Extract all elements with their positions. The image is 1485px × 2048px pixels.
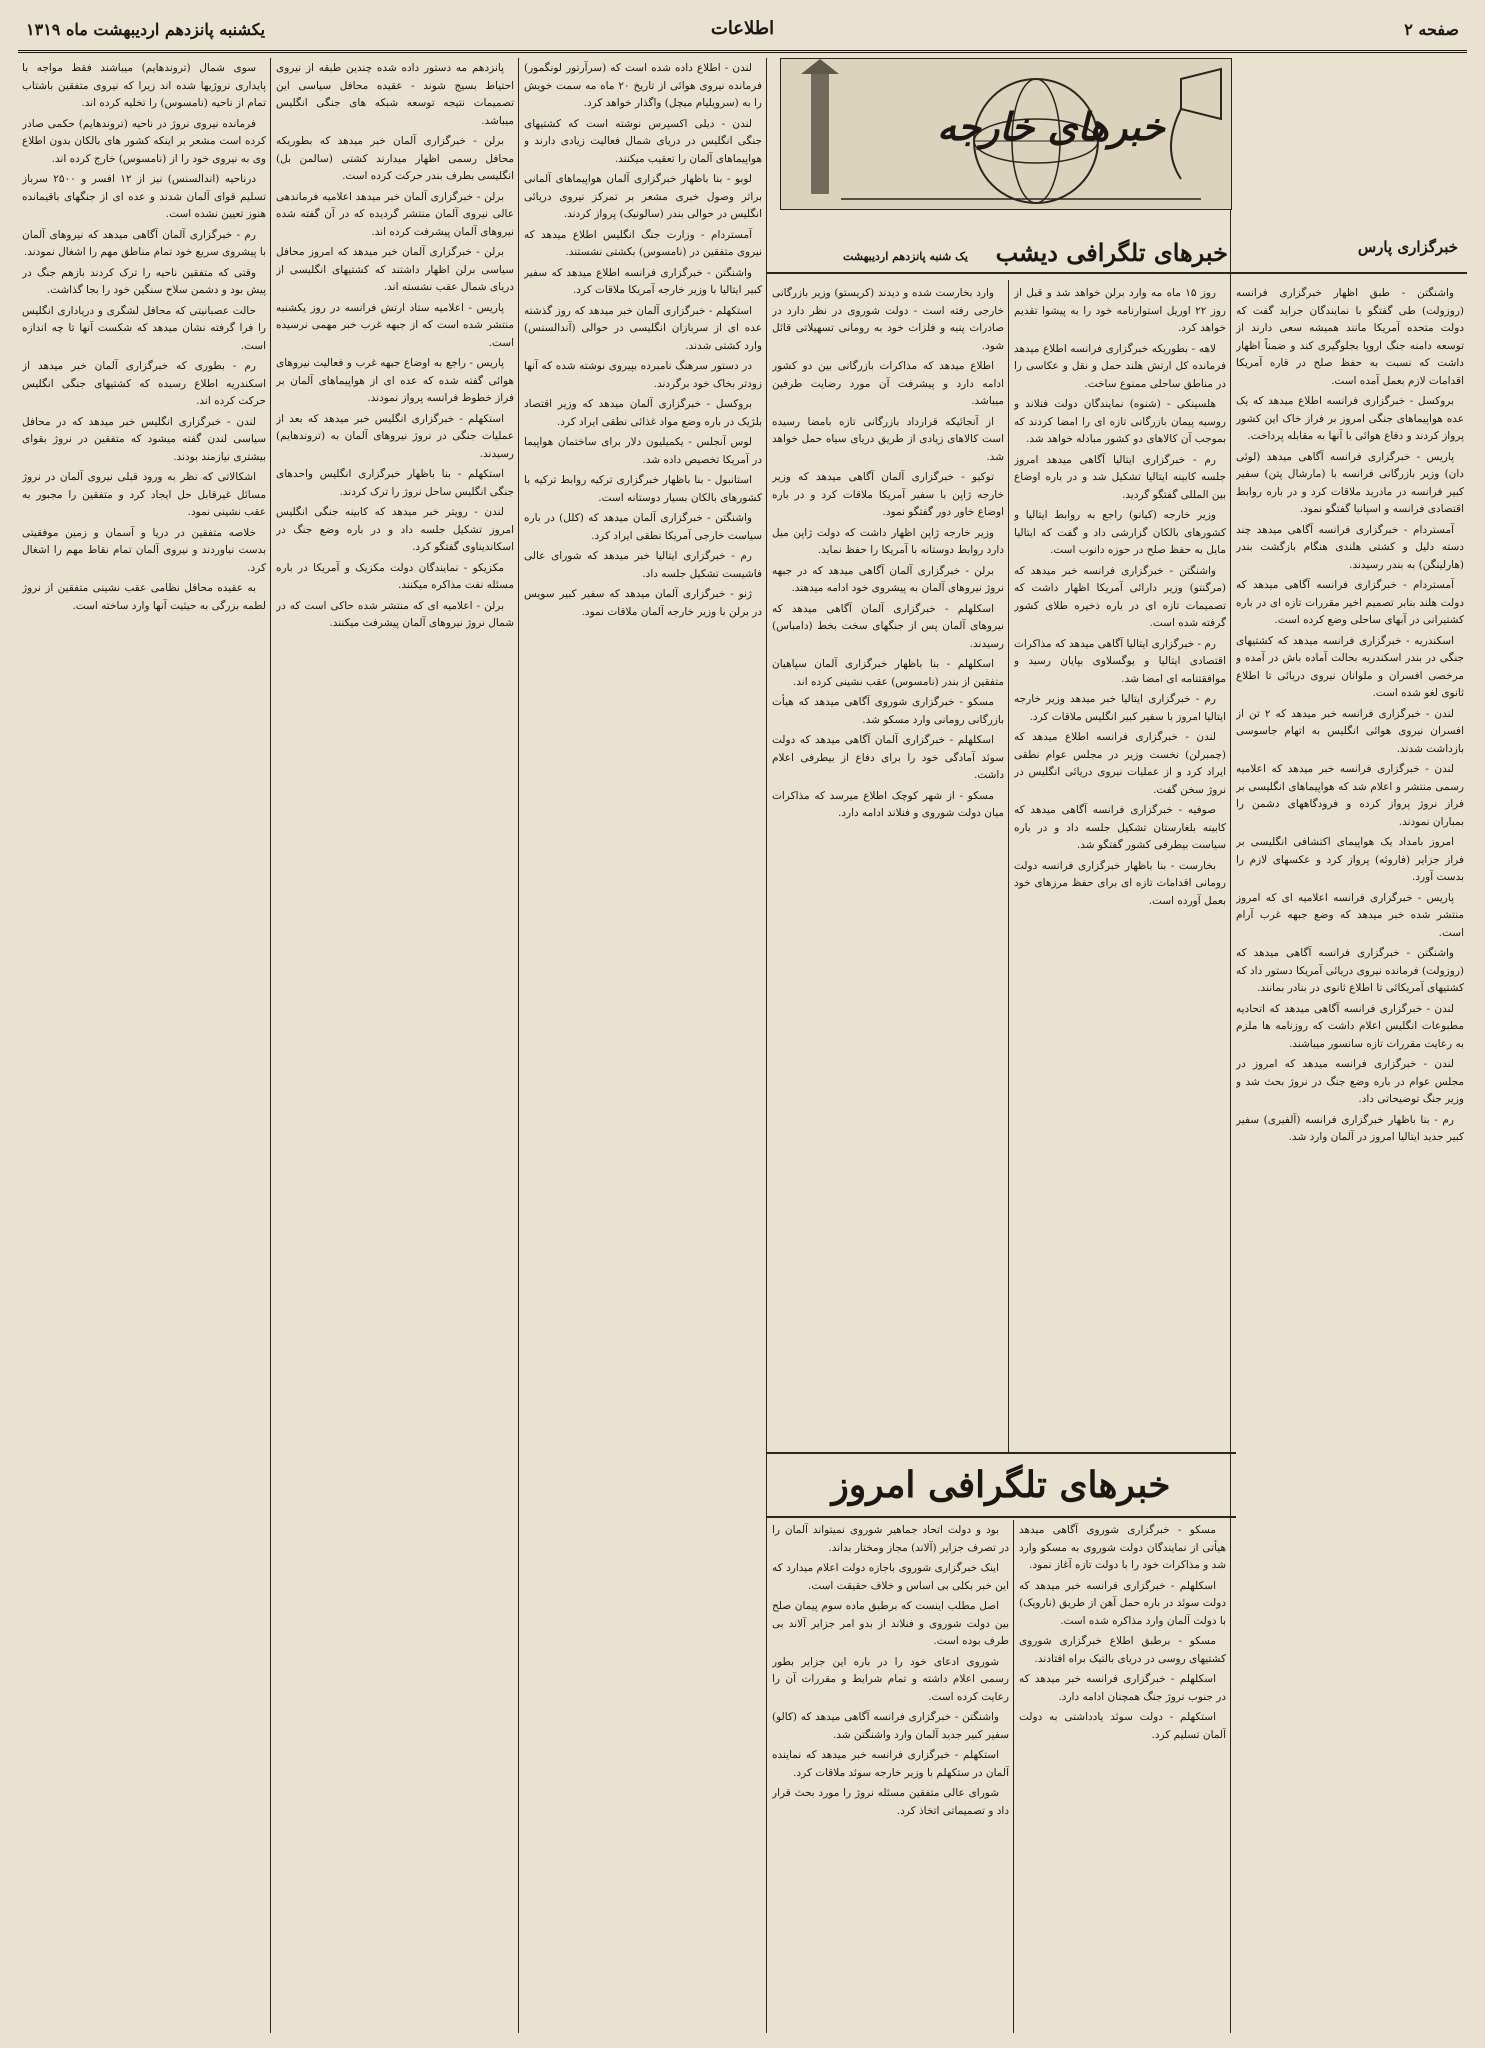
news-paragraph: اسکلهلم - خبرگزاری فرانسه خبر میدهد که در جنوب نروژ جنگ همچنان ادامه دارد.: [1019, 1673, 1226, 1703]
news-paragraph: رم - بنا باظهار خبرگزاری فرانسه (آلفیری) سفیر کبیر جدید ایتالیا امروز در آلمان وارد شد.: [1236, 1113, 1464, 1143]
news-paragraph: رم - خبرگزاری ایتالیا آگاهی میدهد که مذاکرات اقتصادی ایتالیا و یوگسلاوی بپایان رسید و موافقتنامه ای امضا شد.: [1014, 637, 1226, 685]
news-paragraph: استانبول - بنا باظهار خبرگزاری ترکیه روابط ترکیه با کشورهای بالکان بسیار دوستانه است.: [524, 474, 762, 504]
headline-yesterday: خبرهای تلگرافی دیشب: [995, 238, 1228, 267]
article-column: [1236, 285, 1464, 2030]
article-column: [22, 60, 266, 2030]
news-paragraph: لندن - خبرگزاری انگلیس خبر میدهد که در محافل سیاسی لندن گفته میشود که متفقین در نروژ بقوای بیشتری نیازمند بودند.: [22, 415, 266, 463]
news-paragraph: اسکلهلم - بنا باظهار خبرگزاری آلمان سپاهیان متفقین از بندر (نامسوس) عقب نشینی کرده اند.: [772, 658, 1004, 688]
news-paragraph: برلن - خبرگزاری آلمان خبر میدهد که بطوریکه محافل رسمی اظهار میدارند کشتی (سالمن بل) انگلیسی بطرف بندر حرکت کرده است.: [276, 135, 514, 182]
news-paragraph: پاریس - خبرگزاری فرانسه اعلامیه ای که امروز منتشر شده خبر میدهد که وضع جبهه غرب آرام است.: [1236, 891, 1464, 939]
news-paragraph: اسکلهلم - خبرگزاری آلمان آگاهی میدهد که دولت سوئد آمادگی خود را برای دفاع از بیطرفی اعلام داشت.: [772, 734, 1004, 781]
article-column: [1014, 285, 1226, 1445]
news-paragraph: رم - خبرگزاری ایتالیا خبر میدهد وزیر خارجه ایتالیا امروز با سفیر کبیر انگلیس ملاقات کرد.: [1014, 693, 1226, 723]
news-paragraph: روز ۱۵ ماه مه وارد برلن خواهد شد و قبل از روز ۲۲ اوریل استوارنامه خود را به پیشوا تقدیم خواهد کرد.: [1014, 287, 1226, 334]
news-paragraph: مکزیکو - نمایندگان دولت مکزیک و آمریکا در باره مسئله نفت مذاکره میکنند.: [276, 561, 514, 591]
news-paragraph: آمستردام - خبرگزاری فرانسه آگاهی میدهد که دولت هلند بنابر تصمیم اخیر مقررات تازه ای در باره کشتیرانی در آبهای ساحلی وضع کرده است.: [1236, 579, 1464, 626]
news-paragraph: آمستردام - وزارت جنگ انگلیس اطلاع میدهد که نیروی متفقین در (نامسوس) بکشتی نشستند.: [524, 228, 762, 258]
news-paragraph: درناحیه (اندالسنس) نیز از ۱۲ افسر و ۲۵۰۰ سرباز تسلیم قوای آلمان شدند و عده ای از جنگهای باقیمانده هنوز تعیین نشده است.: [22, 173, 266, 220]
news-paragraph: وزیر خارجه ژاپن اظهار داشت که دولت ژاپن میل دارد روابط دوستانه با آمریکا را حفظ نماید.: [772, 526, 1004, 556]
news-paragraph: لندن - اطلاع داده شده است که (سرآرتور لونگمور) فرمانده نیروی هوائی از تاریخ ۲۰ ماه مه سمت خویش را به (سرویلیام میچل) واگذار خواهد کرد.: [524, 62, 762, 109]
article-column: [276, 60, 514, 2030]
column-rule: [1008, 280, 1009, 1452]
headline-yesterday-date: یک شنبه پانزدهم اردیبهشت: [842, 250, 968, 263]
news-paragraph: حالت عصبانیتی که محافل لشگری و دریاداری انگلیس را فرا گرفته نشان میدهد که شکست آنها تا چه اندازه است.: [22, 304, 266, 352]
news-paragraph: سوی شمال (تروندهایم) میباشند فقط مواجه با پایداری نروژیها شده اند زیرا که نیروی متفقین باشتاب تمام از ناحیه (نامسوس) را تخلیه کرده اند.: [22, 62, 266, 109]
news-paragraph: رم - خبرگزاری ایتالیا خبر میدهد که شورای عالی فاشیست تشکیل جلسه داد.: [524, 550, 762, 580]
news-paragraph: واشنگتن - خبرگزاری فرانسه آگاهی میدهد که (روزولت) فرمانده نیروی دریائی آمریکا دستور داد که کشتیهای آمریکائی تا اطلاع ثانوی در بنادر بمانند.: [1236, 947, 1464, 994]
news-paragraph: بروکسل - خبرگزاری آلمان میدهد که وزیر اقتصاد بلژیک در باره وضع مواد غذائی نطقی ایراد کرد.: [524, 398, 762, 428]
news-paragraph: مسکو - خبرگزاری شوروی آگاهی میدهد هیأتی از نمایندگان دولت شوروی به مسکو وارد شد و مذاکرات خود را با دولت تازه آغاز نمود.: [1019, 1524, 1226, 1571]
column-rule: [518, 58, 519, 2033]
news-paragraph: خلاصه متفقین در دریا و آسمان و زمین موفقیتی بدست نیاوردند و نیروی آلمان تمام نقاط مهم را اشغال کرد.: [22, 526, 266, 574]
news-paragraph: شوروی ادعای خود را در باره این جزایر بطور رسمی اعلام داشته و تمام شرایط و مقررات آن را رعایت کرده است.: [772, 1655, 1009, 1703]
news-paragraph: واشنگتن - خبرگزاری فرانسه خبر میدهد که (مرگنتو) وزیر دارائی آمریکا اظهار داشت که تصمیمات تازه ای در باره ذخیره طلای کشور گرفته شده است.: [1014, 564, 1226, 629]
news-paragraph: اصل مطلب اینست که برطبق ماده سوم پیمان صلح بین دولت شوروی و فنلاند از بدو امر جزایر آلاند بی طرف بوده است.: [772, 1600, 1009, 1647]
news-paragraph: صوفیه - خبرگزاری فرانسه آگاهی میدهد که کابینه بلغارستان تشکیل جلسه داد و در باره سیاست بیطرفی کشور گفتگو شد.: [1014, 804, 1226, 851]
news-paragraph: امروز بامداد یک هواپیمای اکتشافی انگلیسی بر فراز جزایر (فاروئه) پرواز کرد و عکسهای لازم را بدست آورد.: [1236, 836, 1464, 883]
article-column: [772, 285, 1004, 1445]
news-paragraph: رم - خبرگزاری آلمان آگاهی میدهد که نیروهای آلمان با پیشروی سریع خود تمام مناطق مهم را اشغال نمودند.: [22, 228, 266, 258]
news-paragraph: اسکندریه - خبرگزاری فرانسه میدهد که کشتیهای جنگی در بندر اسکندریه بحالت آماده باش در آمده و مرخصی افسران و ملوانان نیروی دریائی تا اطلاع ثانوی لغو شده است.: [1236, 634, 1464, 699]
article-column: [524, 60, 762, 2030]
newspaper-name: اطلاعات: [710, 18, 775, 39]
news-paragraph: مسکو - برطبق اطلاع خبرگزاری شوروی کشتیهای روسی در دریای بالتیک براه افتادند.: [1019, 1635, 1226, 1665]
news-paragraph: وقتی که متفقین ناحیه را ترک کردند بازهم جنگ در پیش بود و دشمن سلاح سنگین خود را بجا گذاشت.: [22, 266, 266, 296]
column-rule: [766, 58, 767, 2033]
headline-today: خبرهای تلگرافی امروز: [766, 1452, 1236, 1518]
foreign-news-banner: [780, 58, 1232, 210]
column-rule: [270, 58, 271, 2033]
news-paragraph: لوبو - بنا باظهار خبرگزاری آلمان هواپیماهای آلمانی براثر وصول خبری مشعر بر تمرکز نیروی دریائی انگلیس در حوالی بندر (سالونیک) پرواز کردند.: [524, 173, 762, 220]
news-paragraph: پاریس - راجع به اوضاع جبهه غرب و فعالیت نیروهای هوائی گفته شده که عده ای از هواپیماهای آلمان بر فراز خطوط فرانسه پرواز نمودند.: [276, 357, 514, 404]
agency-label: خبرگزاری پارس: [1357, 238, 1458, 256]
issue-date: یکشنبه پانزدهم اردیبهشت ماه ۱۳۱۹: [26, 20, 266, 39]
news-paragraph: وزیر خارجه (کیانو) راجع به روابط ایتالیا و کشورهای بالکان گزارشی داد و گفت که ایتالیا مایل به حفظ صلح در حوزه دانوب است.: [1014, 509, 1226, 556]
news-paragraph: مسکو - خبرگزاری شوروی آگاهی میدهد که هیأت بازرگانی رومانی وارد مسکو شد.: [772, 696, 1004, 726]
news-paragraph: رم - بطوری که خبرگزاری آلمان خبر میدهد از اسکندریه اطلاع رسیده که کشتیهای جنگی انگلیس حرکت کرده اند.: [22, 360, 266, 407]
article-column: [772, 1522, 1009, 2030]
news-paragraph: واشنگتن - خبرگزاری آلمان میدهد که (کلل) در باره سیاست خارجی آمریکا نطقی ایراد کرد.: [524, 512, 762, 542]
news-paragraph: برلن - خبرگزاری آلمان خبر میدهد اعلامیه فرماندهی عالی نیروی آلمان منتشر گردیده که در آن گفته شده نیروهای آلمان پیشرفت کرده اند.: [276, 190, 514, 238]
article-column: [1019, 1522, 1226, 2030]
news-paragraph: اسکلهلم - خبرگزاری فرانسه خبر میدهد که دولت سوئد در باره حمل آهن از طریق (نارویک) با دولت آلمان وارد مذاکره شده است.: [1019, 1579, 1226, 1627]
news-paragraph: از آنجائیکه قرارداد بازرگانی تازه بامضا رسیده است کالاهای زیادی از طریق دریای سیاه حمل خواهد شد.: [772, 415, 1004, 463]
news-paragraph: اشکالاتی که نظر به ورود قبلی نیروی آلمان در نروژ مسائل غیرقابل حل ایجاد کرد و متفقین را مجبور به عقب نشینی نمود.: [22, 471, 266, 518]
banner-title: خبرهای خارجه: [937, 104, 1165, 149]
masthead: [18, 10, 1467, 53]
news-paragraph: استکهلم - بنا باظهار خبرگزاری انگلیس واحدهای جنگی انگلیس ساحل نروژ را ترک کردند.: [276, 468, 514, 498]
news-paragraph: لندن - خبرگزاری فرانسه میدهد که امروز در مجلس عوام در باره وضع جنگ در نروژ بحث شد و وزیر جنگ توضیحاتی داد.: [1236, 1058, 1464, 1105]
news-paragraph: استکهلم - خبرگزاری فرانسه خبر میدهد که نماینده آلمان در ستکهلم با وزیر خارجه سوئد ملاقات کرد.: [772, 1749, 1009, 1779]
news-paragraph: استکهلم - خبرگزاری انگلیس خبر میدهد که بعد از عملیات جنگی در نروژ نیروهای آلمان به (تروندهایم) رسیدند.: [276, 412, 514, 460]
news-paragraph: بخارست - بنا باظهار خبرگزاری فرانسه دولت رومانی اقدامات تازه ای برای حفظ مرزهای خود بعمل آورده است.: [1014, 859, 1226, 907]
news-paragraph: پاریس - اعلامیه ستاد ارتش فرانسه در روز یکشنبه منتشر شده است که از جبهه غرب خبر مهمی نرسیده است.: [276, 301, 514, 349]
news-paragraph: شورای عالی متفقین مسئله نروژ را مورد بحث قرار داد و تصمیماتی اتخاذ کرد.: [772, 1787, 1009, 1817]
section-rule: [766, 272, 1467, 274]
news-paragraph: فرمانده نیروی نروژ در ناحیه (تروندهایم) حکمی صادر کرده است مشعر بر اینکه کشور های بالکان بدون اطلاع وی به نیروی خود را از (نامسوس) خارج کرده اند.: [22, 117, 266, 165]
page-number: صفحه ۲: [1404, 20, 1459, 39]
news-paragraph: لندن - خبرگزاری فرانسه اطلاع میدهد که (چمبرلن) نخست وزیر در مجلس عوام نطقی ایراد کرد و از عملیات نیروی دریائی انگلیس در نروژ سخن گفت.: [1014, 731, 1226, 796]
news-paragraph: استکهلم - دولت سوئد یادداشتی به دولت آلمان تسلیم کرد.: [1019, 1711, 1226, 1741]
news-paragraph: هلسینکی - (شنوه) نمایندگان دولت فنلاند و روسیه پیمان بازرگانی تازه ای را امضا کردند که بموجب آن کالاهای دو کشور مبادله خواهد شد.: [1014, 398, 1226, 445]
news-paragraph: آمستردام - خبرگزاری فرانسه آگاهی میدهد چند دسته دلیل و کشتی هلندی هنگام بازگشت بندر (هارلینگن) به بندر رسیدند.: [1236, 523, 1464, 571]
column-rule: [1013, 1520, 1014, 2033]
news-paragraph: رم - خبرگزاری ایتالیا آگاهی میدهد امروز جلسه کابینه ایتالیا تشکیل شد و در باره اوضاع بین المللی گفتگو گردید.: [1014, 453, 1226, 501]
news-paragraph: وارد بخارست شده و دیدند (کریستو) وزیر بازرگانی خارجی رفته است - دولت شوروی در نظر دارد در صادرات پنبه و فلزات خود به رومانی تسهیلاتی قائل شود.: [772, 287, 1004, 352]
news-paragraph: واشنگتن - طبق اظهار خبرگزاری فرانسه (روزولت) طی گفتگو با نمایندگان جراید گفت که دولت متحده آمریکا مانند همیشه سعی دارند از توسعه دامنه جنگ اروپا بجلوگیری کند و ضمناً اظهار داشت که نسبت به حفظ صلح در قاره آمریکا اقدامات لازم بعمل آمده است.: [1236, 287, 1464, 387]
news-paragraph: بود و دولت اتحاد جماهیر شوروی نمیتواند آلمان را در تصرف جزایر (آلاند) مجاز ومختار بداند.: [772, 1524, 1009, 1554]
news-paragraph: لندن - خبرگزاری فرانسه خبر میدهد که ۲ تن از افسران نیروی هوائی انگلیس به اتهام جاسوسی بازداشت شدند.: [1236, 707, 1464, 755]
news-paragraph: برلن - خبرگزاری آلمان آگاهی میدهد که در جبهه نروژ نیروهای آلمان به پیشروی خود ادامه میدهند.: [772, 564, 1004, 594]
news-paragraph: لندن - خبرگزاری فرانسه آگاهی میدهد که اتحادیه مطبوعات انگلیس اعلام داشت که روزنامه ها ملزم به رعایت مقررات تازه سانسور میباشند.: [1236, 1002, 1464, 1050]
news-paragraph: بروکسل - خبرگزاری فرانسه اطلاع میدهد که یک عده هواپیماهای جنگی امروز بر فراز خاک این کشور پرواز کردند و دفاع هوائی با آنها به مقابله پرداخت.: [1236, 395, 1464, 442]
news-paragraph: لندن - دیلی اکسپرس نوشته است که کشتیهای جنگی انگلیس در دریای شمال فعالیت زیادی دارند و هواپیماهای آلمان را تعقیب میکنند.: [524, 117, 762, 165]
news-paragraph: لندن - رویتر خبر میدهد که کابینه جنگی انگلیس امروز تشکیل جلسه داد و در باره وضع جنگ در اسکاندیناوی گفتگو کرد.: [276, 506, 514, 553]
news-paragraph: مسکو - از شهر کوچک اطلاع میرسد که مذاکرات میان دولت شوروی و فنلاند ادامه دارد.: [772, 789, 1004, 819]
column-rule: [1230, 58, 1231, 2033]
news-paragraph: استکهلم - خبرگزاری آلمان خبر میدهد که روز گذشته عده ای از سربازان انگلیسی در حوالی (آندالسنس) وارد کشتی شدند.: [524, 304, 762, 352]
news-paragraph: واشنگتن - خبرگزاری فرانسه اطلاع میدهد که سفیر کبیر ایتالیا با وزیر خارجه آمریکا ملاقات کرد.: [524, 266, 762, 296]
news-paragraph: اسکلهلم - خبرگزاری آلمان آگاهی میدهد که نیروهای آلمان پس از جنگهای سخت بخط (دامباس) رسیدند.: [772, 602, 1004, 650]
news-paragraph: پانزدهم مه دستور داده شده چندین طبقه از نیروی احتیاط بسیج شوند - عقیده محافل سیاسی این تصمیمات نتیجه توسعه شبکه های جنگی انگلیس میباشد.: [276, 62, 514, 127]
news-paragraph: اینک خبرگزاری شوروی باجازه دولت اعلام میدارد که این خبر بکلی بی اساس و خلاف حقیقت است.: [772, 1562, 1009, 1592]
news-paragraph: به عقیده محافل نظامی عقب نشینی متفقین از نروژ لطمه بزرگی به حیثیت آنها وارد ساخته است.: [22, 582, 266, 612]
news-paragraph: لوس آنجلس - یکمیلیون دلار برای ساختمان هواپیما در آمریکا تخصیص داده شد.: [524, 436, 762, 466]
news-paragraph: اطلاع میدهد که مذاکرات بازرگانی بین دو کشور ادامه دارد و پیشرفت آن مورد رضایت طرفین میباشد.: [772, 360, 1004, 407]
news-paragraph: توکیو - خبرگزاری آلمان آگاهی میدهد که وزیر خارجه ژاپن با سفیر آمریکا ملاقات کرد و در باره اوضاع خاور دور گفتگو نمود.: [772, 471, 1004, 518]
news-paragraph: در دستور سرهنگ نامبرده بپیروی نوشته شده که آنها زودتر بخاک خود برگردند.: [524, 360, 762, 390]
news-paragraph: واشنگتن - خبرگزاری فرانسه آگاهی میدهد که (کالو) سفیر کبیر جدید آلمان وارد واشنگتن شد.: [772, 1711, 1009, 1741]
news-paragraph: لاهه - بطوریکه خبرگزاری فرانسه اطلاع میدهد فرمانده کل ارتش هلند حمل و نقل و عکاسی را در مناطق ساحلی ممنوع ساخت.: [1014, 342, 1226, 390]
news-paragraph: برلن - اعلامیه ای که منتشر شده حاکی است که در شمال نروژ نیروهای آلمان پیشرفت میکنند.: [276, 599, 514, 629]
news-paragraph: لندن - خبرگزاری فرانسه خبر میدهد که اعلامیه رسمی منتشر و اعلام شد که هواپیماهای انگلیسی بر فراز نروژ پرواز کرده و فرودگاههای دشمن را بمباران نمودند.: [1236, 763, 1464, 828]
news-paragraph: پاریس - خبرگزاری فرانسه آگاهی میدهد (لوئی دان) وزیر بازرگانی فرانسه با (مارشال پتن) سفیر کبیر فرانسه در مادرید ملاقات کرد و در باره روابط اقتصادی فرانسه و اسپانیا گفتگو نمود.: [1236, 450, 1464, 515]
news-paragraph: ژنو - خبرگزاری آلمان میدهد که سفیر کبیر سویس در برلن با وزیر خارجه آلمان ملاقات نمود.: [524, 588, 762, 618]
news-paragraph: برلن - خبرگزاری آلمان خبر میدهد که امروز محافل سیاسی برلن اظهار داشتند که کشتیهای انگلیسی از دریای شمال عقب نشسته اند.: [276, 246, 514, 293]
